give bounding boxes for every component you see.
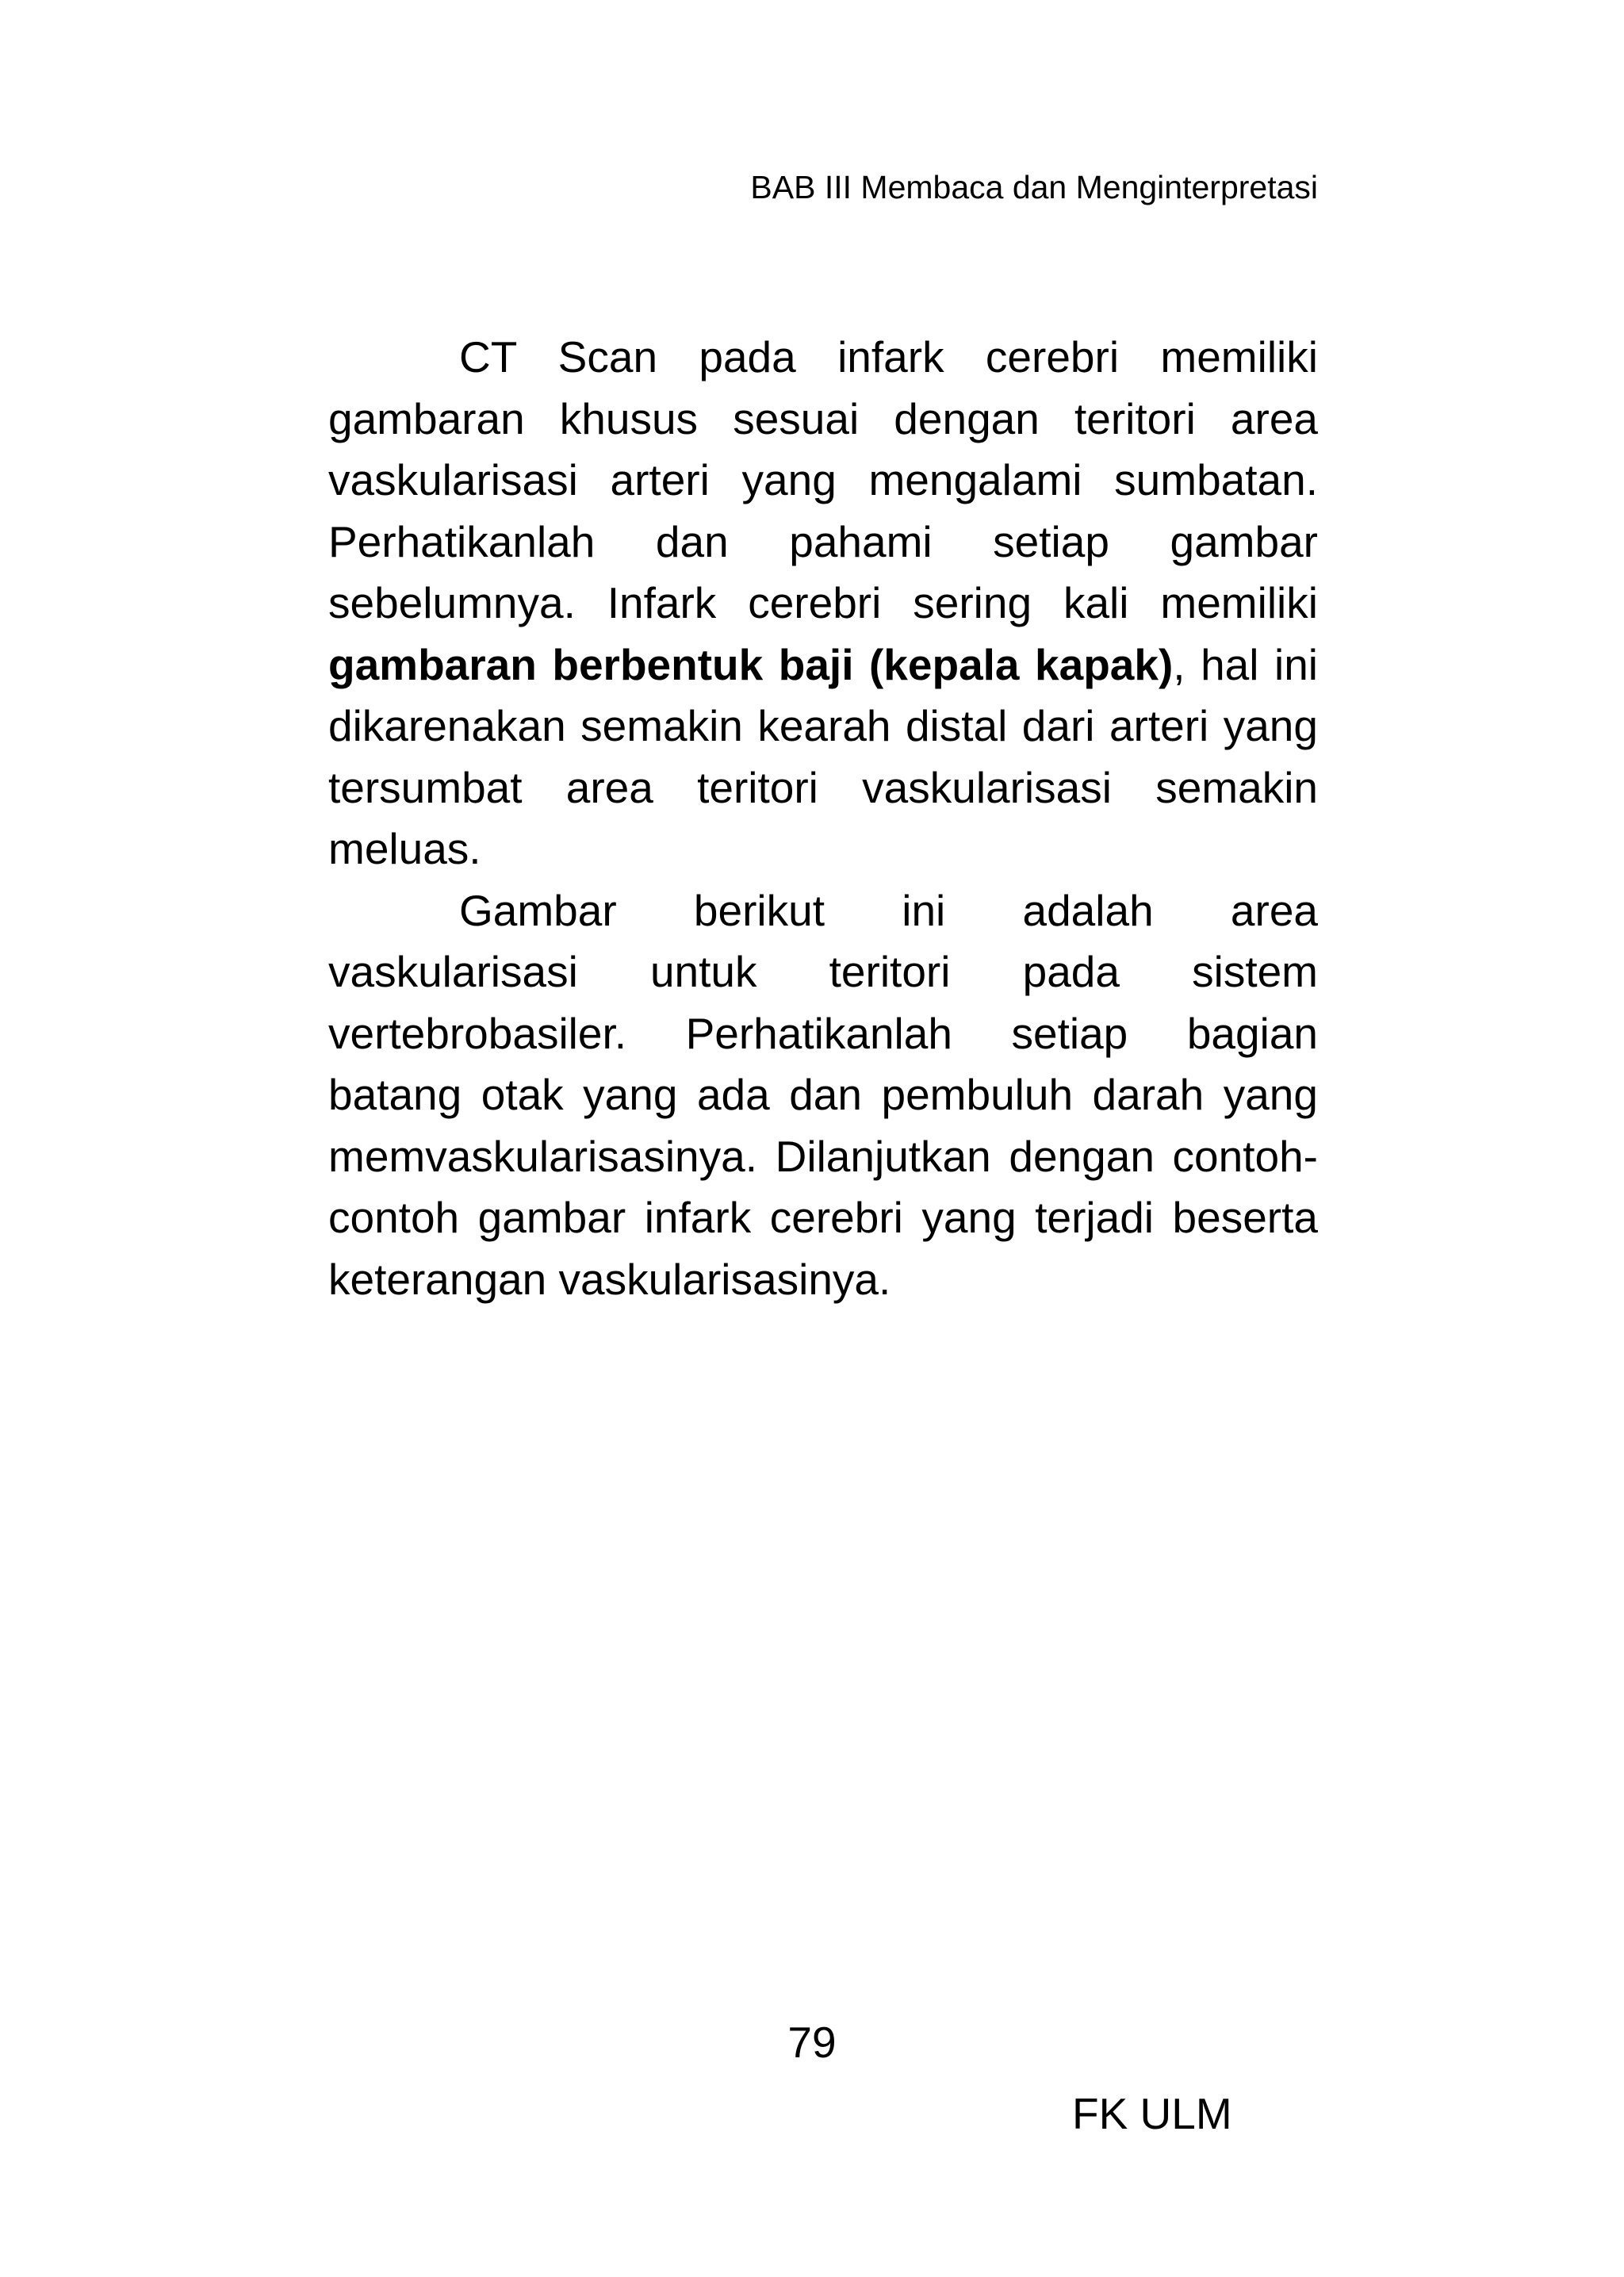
paragraph-1-bold-phrase: gambaran berbentuk baji (kepala kapak) <box>328 639 1174 689</box>
paragraph-2: Gambar berikut ini adalah area vaskularisasi untuk teritori pada sistem vertebrobasiler. Perhatikanlah setiap bagian batang otak yang ada dan pembuluh darah yang memvaskularisasinya. Dilanjutkan dengan contoh-contoh gambar infark cerebri yang terjadi beserta keterangan vaskularisasinya. <box>328 885 1318 1304</box>
page-number: 79 <box>787 2018 837 2067</box>
running-header: BAB III Membaca dan Menginterpretasi <box>750 169 1318 205</box>
footer-label: FK ULM <box>1072 2089 1232 2138</box>
paragraph-1 <box>328 327 1318 880</box>
paragraph-1-text-start: CT Scan pada infark cerebri memiliki gambaran khusus sesuai dengan teritori area vaskularisasi arteri yang mengalami sumbatan. Perhatikanlah dan pahami setiap gambar sebelumnya. Infark cerebri sering kali memiliki <box>328 332 1318 627</box>
body-text <box>328 327 1318 1310</box>
paragraph-1-text-end: , hal ini dikarenakan semakin kearah distal dari arteri yang tersumbat area teritori vaskularisasi semakin meluas. <box>328 639 1318 873</box>
